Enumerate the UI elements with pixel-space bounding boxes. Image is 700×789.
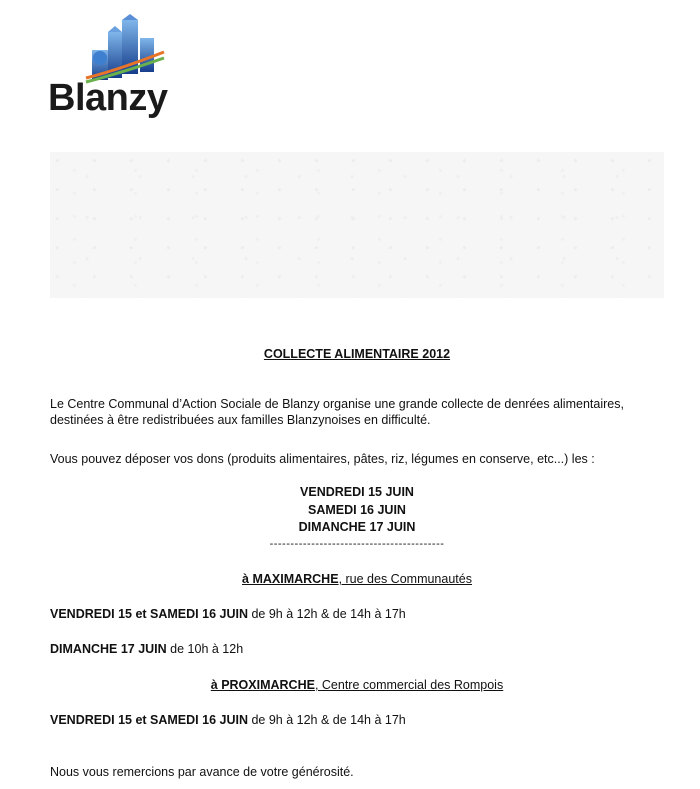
schedule-days: VENDREDI 15 et SAMEDI 16 JUIN bbox=[50, 713, 248, 727]
header-image bbox=[50, 152, 664, 298]
date-line: VENDREDI 15 JUIN bbox=[300, 485, 414, 499]
schedule-hours: de 9h à 12h & de 14h à 17h bbox=[247, 713, 406, 727]
blanzy-logo bbox=[48, 14, 178, 124]
page-title: COLLECTE ALIMENTAIRE 2012 bbox=[263, 347, 451, 361]
location-address: , rue des Communautés bbox=[338, 572, 472, 586]
schedule-hours: de 10h à 12h bbox=[166, 642, 244, 656]
intro-paragraph: Le Centre Communal d’Action Sociale de Blanzy organise une grande collecte de denrées alimentaires, destinées à être redistribuées aux familles Blanzynoises en difficulté. bbox=[50, 397, 624, 427]
schedule-days: DIMANCHE 17 JUIN bbox=[50, 642, 167, 656]
schedule-line bbox=[50, 712, 406, 728]
separator: ------------------------------------------ bbox=[269, 538, 445, 550]
date-line: DIMANCHE 17 JUIN bbox=[298, 520, 416, 534]
schedule-hours: de 9h à 12h & de 14h à 17h bbox=[247, 607, 406, 621]
deposit-paragraph: Vous pouvez déposer vos dons (produits alimentaires, pâtes, riz, légumes en conserve, etc...) les : bbox=[50, 452, 595, 466]
location-address: , Centre commercial des Rompois bbox=[314, 678, 504, 692]
location-maximarche bbox=[0, 571, 700, 587]
collection-dates bbox=[0, 484, 700, 537]
schedule-line bbox=[50, 641, 243, 657]
schedule-line bbox=[50, 606, 406, 622]
location-proximarche bbox=[0, 677, 700, 693]
logo-text: Blanzy bbox=[48, 77, 168, 119]
thanks-text: Nous vous remercions par avance de votre générosité. bbox=[50, 765, 354, 779]
schedule-days: VENDREDI 15 et SAMEDI 16 JUIN bbox=[50, 607, 248, 621]
location-name: à PROXIMARCHE bbox=[210, 678, 315, 692]
location-name: à MAXIMARCHE bbox=[242, 572, 339, 586]
date-line: SAMEDI 16 JUIN bbox=[308, 502, 406, 517]
